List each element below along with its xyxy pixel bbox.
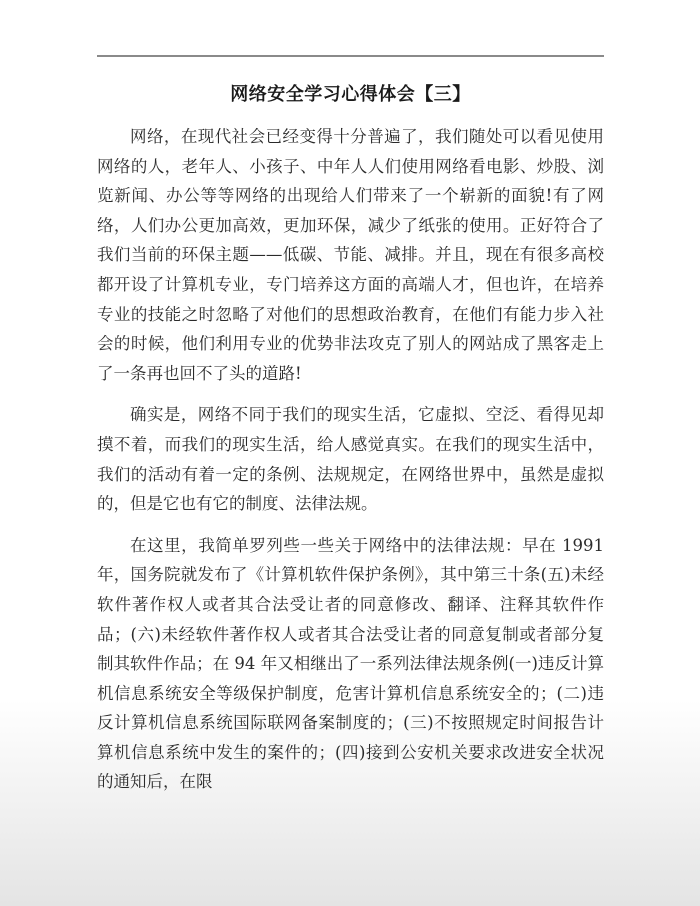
paragraph-3: 在这里，我简单罗列些一些关于网络中的法律法规：早在 1991 年，国务院就发布了《计算机软件保护条例》，其中第三十条(五)未经软件著作权人或者其合法受让者的同意修改、翻译、注释其软件作品；(六)未经软件著作权人或者其合法受让者的同意复制或者部分复制其软件作品；在 94 年又相继出了一系列法律法规条例(一)违反计算机信息系统安全等级保护制度，危害计算机信息系统安全的；(二)违反计算机信息系统国际联网备案制度的；(三)不按照规定时间报告计算机信息系统中发生的案件的；(四)接到公安机关要求改进安全状况的通知后，在限 (97, 535, 604, 792)
header-rule (97, 55, 604, 57)
document-title: 网络安全学习心得体会【三】 (230, 84, 471, 105)
document-body (97, 122, 604, 809)
paragraph-2: 确实是，网络不同于我们的现实生活，它虚拟、空泛、看得见却摸不着，而我们的现实生活，给人感觉真实。在我们的现实生活中，我们的活动有着一定的条例、法规规定，在网络世界中，虽然是虚拟的，但是它也有它的制度、法律法规。 (97, 405, 604, 514)
paragraph-1: 网络，在现代社会已经变得十分普遍了，我们随处可以看见使用网络的人，老年人、小孩子、中年人人们使用网络看电影、炒股、浏览新闻、办公等等网络的出现给人们带来了一个崭新的面貌!有了网络，人们办公更加高效，更加环保，减少了纸张的使用。正好符合了我们当前的环保主题——低碳、节能、减排。并且，现在有很多高校都开设了计算机专业，专门培养这方面的高端人才，但也许，在培养专业的技能之时忽略了对他们的思想政治教育，在他们有能力步入社会的时候，他们利用专业的优势非法攻克了别人的网站成了黑客走上了一条再也回不了头的道路! (97, 127, 604, 383)
